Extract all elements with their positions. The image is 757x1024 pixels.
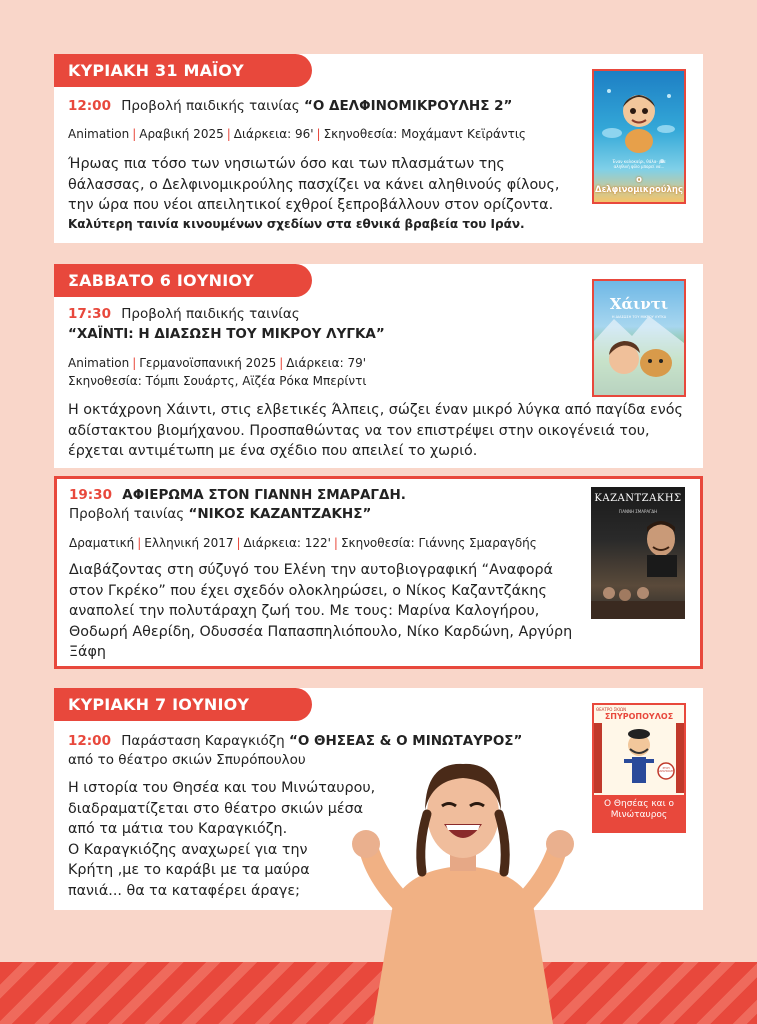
movie-poster [592, 69, 686, 204]
event-title-line [68, 733, 522, 749]
poster-badge: ΣΤΟΠ ΚΑΡΑΓΚΙΟΖΗ [658, 767, 674, 773]
event-genre: Animation [68, 356, 130, 370]
event-origin: Αραβική 2025 [139, 127, 224, 141]
event-card-may31 [54, 54, 703, 243]
poster-title: ΚΑΖΑΝΤΖΑΚΗΣ [594, 493, 682, 504]
event-intro-line [68, 306, 300, 322]
date-tag: ΣΑΒΒΑΤΟ 6 ΙΟΥΝΙΟΥ [54, 264, 312, 297]
movie-poster [592, 279, 686, 397]
event-origin: Γερμανοϊσπανική 2025 [139, 356, 277, 370]
event-description: Η οκτάχρονη Χάιντι, στις ελβετικές Άλπεις, σώζει έναν μικρό λύγκα από παγίδα ενός αδίστακτου βιομήχανου. Προσπαθώντας να τον επιστρέψει στην οικογένειά του, έρχεται αντιμέτωπη με ένα σχέδιο που απειλεί το χωριό. [68, 402, 683, 459]
cheering-girl-image [338, 754, 588, 1024]
event-duration: Διάρκεια: 122' [243, 536, 331, 550]
poster-title: Χάιντι [609, 295, 669, 313]
event-origin: Ελληνική 2017 [144, 536, 234, 550]
poster-art [591, 487, 685, 619]
event-time: 17:30 [68, 306, 111, 322]
poster-title: ο Δελφινομικρούλης [594, 175, 684, 195]
event-genre: Animation [68, 127, 130, 141]
event-director: Σκηνοθεσία: Μοχάμαντ Κεϊράντις [323, 127, 526, 141]
desc-line: Κρήτη ,με το καράβι με τα μαύρα [68, 862, 310, 878]
event-title-line [69, 506, 371, 522]
desc-line: Ο Καραγκιόζης αναχωρεί για την [68, 841, 308, 858]
poster-art [594, 281, 684, 395]
event-meta: Δραματική | Ελληνική 2017 | Διάρκεια: 122' | Σκηνοθεσία: Γιάννης Σμαραγδής [69, 536, 537, 550]
poster-subtitle: Η ΔΙΑΣΩΣΗ ΤΟΥ ΜΙΚΡΟΥ ΛΥΓΚΑ [611, 315, 667, 319]
event-award: Καλύτερη ταινία κινουμένων σχεδίων στα εθνικά βραβεία του Ιράν. [68, 217, 525, 231]
tribute-heading: ΑΦΙΕΡΩΜΑ ΣΤΟΝ ΓΙΑΝΝΗ ΣΜΑΡΑΓΔΗ. [122, 487, 406, 503]
event-subline: από το θέατρο σκιών Σπυρόπουλου [68, 752, 306, 768]
date-tag: ΚΥΡΙΑΚΗ 7 ΙΟΥΝΙΟΥ [54, 688, 312, 721]
poster-title: Ο Θησέας και ο Μινώταυρος [594, 795, 684, 831]
event-intro: Προβολή παιδικής ταινίας [121, 98, 300, 114]
event-duration: Διάρκεια: 79' [286, 356, 367, 370]
event-title: “Ο ΔΕΛΦΙΝΟΜΙΚΡΟΥΛΗΣ 2” [303, 98, 513, 114]
event-time: 12:00 [68, 733, 111, 749]
poster-header: ΣΠΥΡΟΠΟΥΛΟΣ [604, 712, 674, 721]
event-director: Σκηνοθεσία: Γιάννης Σμαραγδής [340, 536, 537, 550]
tribute-heading-line [69, 487, 406, 503]
poster-header-top: ΘΕΑΤΡΟ ΣΚΙΩΝ [596, 707, 627, 712]
event-time: 19:30 [69, 487, 112, 503]
poster-tagline: Έναν καλοκαίρι, θάλα- μια αληθινή φίλο μπορεί να... [612, 159, 666, 169]
show-poster [592, 703, 686, 833]
date-tag: ΚΥΡΙΑΚΗ 31 ΜΑΪΟΥ [54, 54, 312, 87]
event-title: “ΝΙΚΟΣ ΚΑΖΑΝΤΖΑΚΗΣ” [188, 506, 372, 522]
desc-line: από τα μάτια του Καραγκιόζη. [68, 821, 288, 837]
event-card-jun6 [54, 264, 703, 468]
event-intro: Προβολή ταινίας [69, 506, 185, 522]
event-title: “ΧΑΪΝΤΙ: Η ΔΙΑΣΩΣΗ ΤΟΥ ΜΙΚΡΟΥ ΛΥΓΚΑ” [68, 326, 385, 342]
event-genre: Δραματική [69, 536, 135, 550]
event-intro: Προβολή παιδικής ταινίας [121, 306, 300, 322]
desc-line: πανιά... θα τα καταφέρει άραγε; [68, 882, 300, 899]
event-meta: Animation | Αραβική 2025 | Διάρκεια: 96' | Σκηνοθεσία: Μοχάμαντ Κεϊράντις [68, 127, 526, 141]
event-title-line [68, 98, 512, 114]
event-intro: Παράσταση Καραγκιόζη [121, 733, 285, 749]
poster-director: ΓΙΑΝΝΗ ΣΜΑΡΑΓΔΗ [618, 509, 658, 514]
event-duration: Διάρκεια: 96' [233, 127, 314, 141]
desc-line: Η ιστορία του Θησέα και του Μινώταυρου, [68, 780, 376, 796]
event-director: Σκηνοθεσία: Τόμπι Σουάρτς, Αϊζέα Ρόκα Μπερίντι [68, 374, 367, 388]
event-title: “Ο ΘΗΣΕΑΣ & Ο ΜΙΝΩΤΑΥΡΟΣ” [288, 733, 523, 749]
event-card-tribute [54, 476, 703, 669]
event-time: 12:00 [68, 98, 111, 114]
event-description: Ήρωας πια τόσο των νησιωτών όσο και των πλασμάτων της θάλασσας, ο Δελφινομικρούλης πασχίζει να κάνει αληθινούς φίλους, την ώρα που νέοι απειλητικοί εχθροί ξεπροβάλλουν στον ορίζοντα. [68, 156, 560, 213]
event-description: Διαβάζοντας στη σύζυγό του Ελένη την αυτοβιογραφική “Αναφορά στον Γκρέκο” που έχει σχεδόν ολοκληρώσει, ο Νίκος Καζαντζάκης αναπολεί την πολυτάραχη ζωή του. Με τους: Μαρίνα Καλογήρου, Θοδωρή Αθερίδη, Οδυσσέα Παπασπηλιόπουλο, Νίκο Καρδώνη, Αργύρη Ξάφη [69, 562, 573, 660]
event-meta: Animation | Γερμανοϊσπανική 2025 | Διάρκεια: 79' [68, 356, 367, 370]
desc-line: διαδραματίζεται στο θέατρο σκιών μέσα [68, 800, 364, 817]
movie-poster [591, 487, 685, 619]
